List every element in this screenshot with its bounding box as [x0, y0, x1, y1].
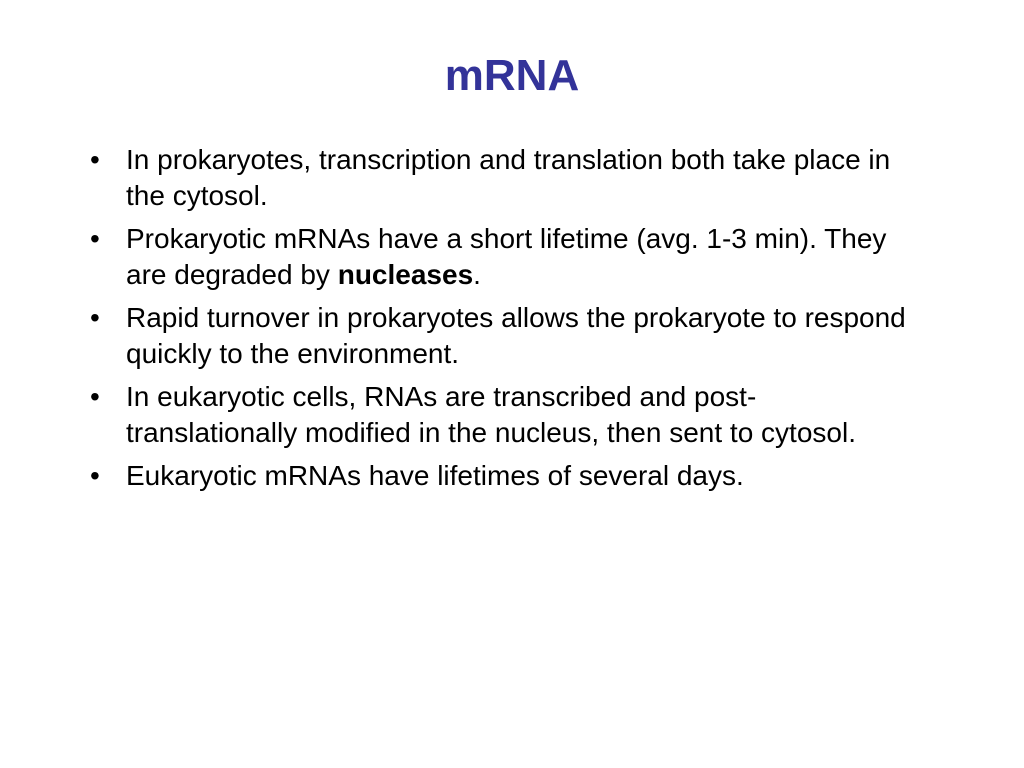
bullet-text: In eukaryotic cells, RNAs are transcribed and post-translationally modified in the nucleus, then sent to cytosol. — [126, 381, 856, 448]
bullet-text-part: Prokaryotic mRNAs have a short lifetime (avg. 1-3 min). They are degraded by — [126, 223, 887, 290]
bullet-item — [90, 221, 920, 293]
bullet-item — [90, 379, 920, 451]
bold-term: nucleases — [337, 259, 474, 290]
bullet-item — [90, 458, 920, 494]
bullet-marker: • — [90, 302, 100, 333]
bullet-text: In prokaryotes, transcription and translation both take place in the cytosol. — [126, 144, 891, 211]
bullet-text — [126, 223, 886, 290]
bullet-item — [90, 142, 920, 214]
bullet-list — [90, 142, 920, 501]
slide-title: mRNA — [444, 51, 580, 100]
bullet-text-part: . — [473, 259, 481, 290]
bullet-marker: • — [90, 460, 100, 491]
bullet-item — [90, 300, 920, 372]
bullet-text: Rapid turnover in prokaryotes allows the prokaryote to respond quickly to the environment. — [126, 302, 906, 369]
bullet-marker: • — [90, 223, 100, 254]
bullet-text: Eukaryotic mRNAs have lifetimes of several days. — [126, 460, 744, 491]
bullet-marker: • — [90, 144, 100, 175]
bullet-marker: • — [90, 381, 100, 412]
